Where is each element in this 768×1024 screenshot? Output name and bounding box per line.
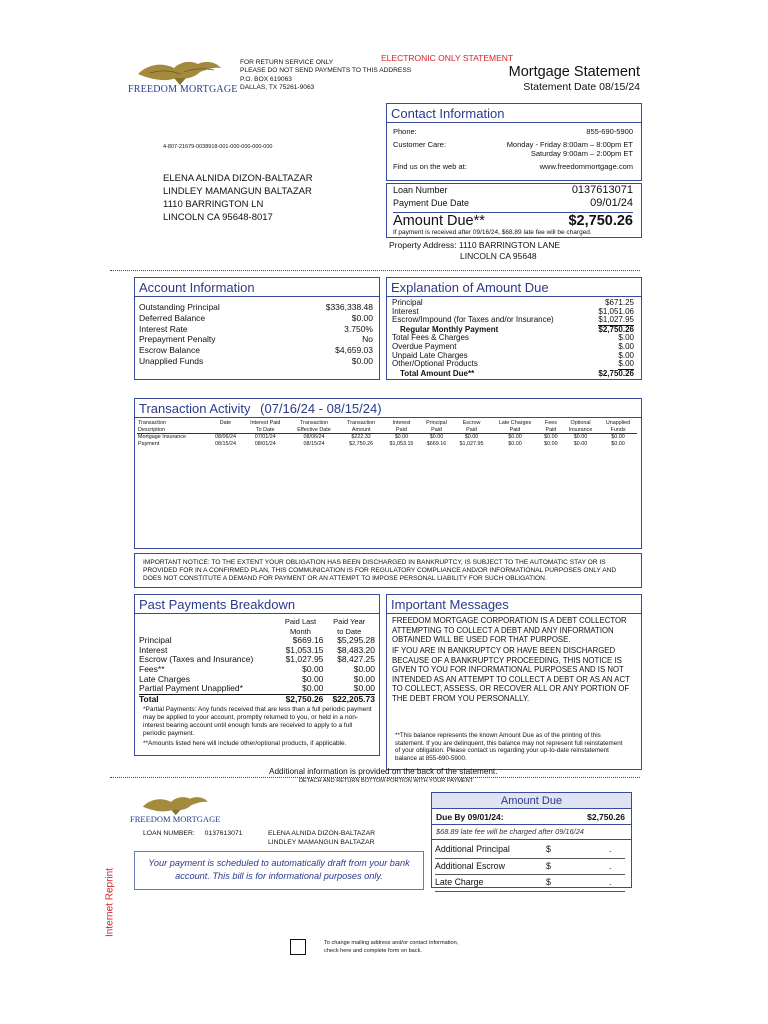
text-value: $336,338.48 — [325, 302, 373, 312]
text-value: Additional Escrow — [435, 860, 505, 871]
text-value: Interest — [139, 644, 168, 655]
text-value: $5,295.28 — [337, 635, 375, 646]
coupon-loan-label: LOAN NUMBER: — [143, 830, 195, 837]
partial-payment-footnote: *Partial Payments: Any funds received that are less than a full periodic payment may be applied to your account, promptly returned to you, or held in a non-interest bearing account until enough funds are received to apply to a full periodic payment. — [143, 706, 372, 737]
eagle-logo-icon — [136, 58, 222, 86]
text-value: . — [609, 844, 612, 854]
text-value: Paid — [509, 426, 521, 433]
transaction-activity-box — [134, 398, 642, 549]
text-value: . — [609, 860, 612, 871]
text-value: $22,205.73 — [332, 693, 375, 704]
text-value: $0.00 — [394, 434, 409, 440]
text-value: Total Amount Due** — [400, 368, 475, 378]
total-row — [139, 694, 375, 704]
text-value: to Date — [337, 626, 362, 636]
past-payments-box — [134, 594, 380, 756]
account-heading: Account Information — [135, 278, 379, 297]
col-header — [420, 420, 453, 434]
text-value: $8,427.25 — [337, 654, 375, 665]
text-value: $.00 — [618, 359, 634, 369]
return-line: FOR RETURN SERVICE ONLY — [240, 59, 334, 66]
col-header — [340, 420, 383, 434]
text-value: $ — [546, 844, 551, 854]
text-value: Mortgage Insurance — [138, 434, 186, 440]
website-link[interactable]: www.freedommortgage.com — [539, 162, 633, 171]
col-header — [137, 420, 209, 434]
recipient-line: LINCOLN CA 95648-8017 — [163, 212, 273, 223]
text-value: $0.00 — [611, 440, 625, 447]
past-payments-heading: Past Payments Breakdown — [135, 595, 379, 614]
contact-information-box — [386, 103, 642, 181]
transaction-table — [137, 420, 637, 447]
property-address — [389, 240, 560, 261]
return-address — [240, 59, 411, 92]
late-fee-note: If payment is received after 09/16/24, $68.89 late fee will be charged. — [393, 229, 592, 236]
account-row — [139, 356, 373, 367]
text-value: Payment — [138, 440, 160, 447]
coupon-late-fee-note: $68.89 late fee will be charged after 09/16/24 — [436, 827, 584, 836]
col-header — [242, 420, 288, 434]
autodraft-notice-box — [134, 851, 424, 890]
text-value: Deferred Balance — [139, 312, 206, 323]
loan-number: 0137613071 — [571, 184, 633, 196]
text-value: 08/06/24 — [214, 434, 236, 440]
text-value: $222.32 — [351, 434, 371, 440]
text-value: $.00 — [618, 333, 634, 343]
additional-escrow-field[interactable] — [435, 859, 625, 876]
messages-heading: Important Messages — [387, 595, 641, 614]
text-value: Interest — [392, 306, 419, 316]
text-value: $0.00 — [429, 434, 444, 440]
col-header — [490, 420, 540, 434]
col-header — [289, 420, 340, 434]
due-date-label: Payment Due Date — [393, 198, 470, 208]
bankruptcy-message: IF YOU ARE IN BANKRUPTCY OR HAVE BEEN DISCHARGED BECAUSE OF A BANKRUPTCY PROCEEDING, THIS NOTICE IS GIVEN TO YOU FOR INFORMATIONAL PURPOSES AND IS NOT INTENDED AS AN ATTEMPT TO COLLECT A DEBT OR AS AN ACT TO COLLECT, ASSESS, OR RECOVER ALL OR ANY PORTION OF THE DEBT FROM YOU PERSONALLY. — [392, 646, 630, 703]
text-value: 08/06/24 — [303, 434, 325, 440]
text-value: $0.00 — [573, 434, 588, 440]
text-value: $2,750.26 — [598, 368, 634, 378]
text-value: $0.00 — [544, 440, 558, 447]
account-row — [139, 313, 373, 324]
detach-instruction: DETACH AND RETURN BOTTOM PORTION WITH YOUR PAYMENT — [299, 778, 474, 784]
text-value: $1,053.15 — [389, 440, 414, 447]
return-line: DALLAS, TX 75261-9063 — [240, 83, 315, 91]
text-value: $1,027.95 — [459, 440, 484, 447]
text-value: $0.00 — [353, 673, 375, 684]
recipient-line: ELENA ALNIDA DIZON-BALTAZAR — [163, 173, 313, 184]
text-value: Month — [290, 626, 311, 636]
table-row — [137, 441, 637, 448]
text-value: Total Fees & Charges — [392, 333, 469, 343]
text-value: $669.16 — [426, 440, 447, 447]
account-row — [139, 334, 373, 345]
account-row — [139, 345, 373, 356]
text-value: $0.00 — [353, 663, 375, 674]
text-value: Late Charges — [139, 673, 191, 684]
text-value: $0.00 — [508, 440, 522, 447]
text-value: Date — [219, 420, 232, 426]
text-value: Transaction — [138, 420, 166, 426]
table-row — [139, 684, 375, 694]
text-value: To Date — [255, 426, 275, 433]
text-value: $ — [546, 860, 551, 871]
text-value: 07/01/24 — [254, 434, 276, 440]
text-value: $.00 — [618, 341, 634, 351]
autodraft-notice: Your payment is scheduled to automatically draft from your bank account. This bill is for informational purposes only. — [148, 858, 410, 881]
text-value: $0.00 — [351, 312, 373, 323]
text-value: $1,027.95 — [285, 654, 324, 665]
text-value: $0.00 — [302, 673, 324, 684]
recipient-line: LINDLEY MAMANGUN BALTAZAR — [163, 186, 312, 197]
bankruptcy-notice-box — [134, 553, 642, 588]
text-value: $8,483.20 — [337, 644, 375, 655]
col-header — [540, 420, 562, 434]
text-value: $0.00 — [573, 440, 588, 447]
text-value: Late Charge — [435, 877, 484, 887]
text-value: $0.00 — [508, 434, 522, 440]
amounts-footnote: **Amounts listed here will include other/optional products, if applicable. — [143, 740, 347, 747]
property-line-1: Property Address: 1110 BARRINGTON LANE — [389, 240, 561, 250]
bankruptcy-notice: IMPORTANT NOTICE: TO THE EXTENT YOUR OBLIGATION HAS BEEN DISCHARGED IN BANKRUPTCY, IS SUBJECT TO THE AUTOMATIC STAY OR IS PROVIDED FOR IN A CONFIRMED PLAN, THIS COMMUNICATION IS FOR REGULATORY COMPLIANCE AND/OR INFORMATIONAL PURPOSES ONLY AND DOES NOT CONSTITUTE A DEMAND FOR PAYMENT OR AN ATTEMPT TO IMPOSE PERSONAL LIABILITY FOR SUCH OBLIGATION. — [143, 559, 617, 583]
text-value: Escrow — [462, 420, 481, 426]
internet-reprint-label: Internet Reprint — [104, 868, 116, 937]
text-value: 3.750% — [344, 323, 373, 334]
text-value: $0.00 — [611, 434, 625, 440]
due-by-amount: $2,750.26 — [587, 812, 625, 822]
text-value: $0.00 — [464, 434, 479, 440]
account-row — [139, 324, 373, 335]
coupon-logo — [128, 794, 238, 826]
transaction-period: (07/16/24 - 08/15/24) — [260, 401, 382, 416]
text-value: No — [362, 334, 373, 345]
due-by-label: Due By 09/01/24: — [436, 812, 504, 822]
text-value: Paid — [466, 426, 477, 433]
text-value: Late Charges — [498, 420, 532, 426]
text-value: $0.00 — [544, 434, 558, 440]
text-value: Escrow Balance — [139, 345, 200, 356]
text-value: 08/15/24 — [303, 440, 325, 447]
col-header — [209, 420, 242, 434]
col-header — [383, 420, 420, 434]
text-value: Amount — [351, 426, 371, 433]
table-row — [139, 655, 375, 665]
amount-due-label: Amount Due** — [393, 213, 485, 229]
web-label: Find us on the web at: — [393, 162, 467, 171]
change-address-checkbox[interactable] — [290, 939, 306, 955]
divider — [110, 270, 640, 271]
care-hours-weekday: Monday - Friday 8:00am – 8:00pm ET — [506, 140, 633, 149]
change-address-note — [324, 939, 458, 955]
text-value: . — [609, 877, 612, 887]
text-value: Paid — [396, 426, 407, 433]
statement-title: Mortgage Statement — [508, 64, 640, 80]
text-value: Outstanding Principal — [139, 302, 220, 312]
text-value: Overdue Payment — [392, 341, 457, 351]
coupon-loan-line — [143, 830, 242, 837]
text-value: Fees** — [139, 663, 165, 674]
text-value: Escrow (Taxes and Insurance) — [139, 654, 254, 665]
late-charge-field[interactable] — [435, 875, 625, 892]
phone-number[interactable]: 855-690-5900 — [586, 127, 633, 136]
coupon-name: LINDLEY MAMANGUN BALTAZAR — [268, 838, 375, 846]
text-value: Funds — [610, 426, 626, 433]
text-value: Paid Last — [284, 617, 317, 626]
debt-collector-message: FREEDOM MORTGAGE CORPORATION IS A DEBT COLLECTOR ATTEMPTING TO COLLECT A DEBT AND ANY INFORMATION OBTAINED WILL BE USED FOR THAT PURPOSE. — [392, 616, 627, 644]
text-value: Unapplied Funds — [139, 355, 204, 366]
text-value: Prepayment Penalty — [139, 334, 216, 345]
text-value: $1,027.95 — [598, 315, 634, 325]
text-value: Partial Payment Unapplied* — [139, 683, 243, 694]
amount-due-value: $2,750.26 — [568, 213, 633, 229]
text-value: Paid — [545, 426, 557, 433]
return-line: P.O. BOX 619063 — [240, 75, 292, 83]
coupon-names — [268, 830, 375, 847]
return-line: PLEASE DO NOT SEND PAYMENTS TO THIS ADDRESS — [240, 67, 412, 75]
loan-number-label: Loan Number — [393, 185, 448, 195]
property-line-2: LINCOLN CA 95648 — [460, 250, 537, 261]
text-value: $0.00 — [302, 683, 324, 694]
logo-wordmark: FREEDOM MORTGAGE — [130, 814, 221, 824]
text-value: $0.00 — [351, 355, 373, 366]
text-value: Interest — [392, 420, 411, 426]
col-header — [599, 420, 637, 434]
due-date: 09/01/24 — [590, 197, 633, 209]
text-value: $2,750.26 — [349, 440, 374, 447]
balance-footnote: **This balance represents the known Amount Due as of the printing of this statement. If you are delinquent, this balance may not represent full reinstatement of your obligation. Please contact us regarding your up-to-date reinstatement balance at 855-690-5900. — [395, 732, 623, 762]
text-value: Escrow/Impound (for Taxes and/or Insurance) — [392, 315, 554, 325]
explanation-total-row — [392, 370, 634, 379]
contact-heading: Contact Information — [387, 104, 641, 123]
col-header — [562, 420, 599, 434]
change-address-line: To change mailing address and/or contact information, — [324, 940, 459, 946]
text-value: $.00 — [618, 350, 634, 360]
transaction-heading — [135, 399, 641, 418]
change-address-line: check here and complete form on back. — [324, 948, 422, 954]
text-value: Transaction — [347, 420, 376, 426]
transaction-title: Transaction Activity — [139, 401, 251, 416]
text-value: $ — [546, 877, 551, 887]
text-value: Total — [139, 693, 159, 704]
text-value: Principal — [426, 420, 447, 426]
statement-date: Statement Date 08/15/24 — [523, 81, 640, 93]
text-value: $2,750.26 — [285, 693, 324, 704]
text-value: Additional Principal — [435, 844, 510, 854]
company-logo — [128, 58, 238, 96]
col-header — [453, 420, 490, 434]
text-value: Effective Date — [297, 426, 331, 433]
text-value: Regular Monthly Payment — [400, 324, 499, 334]
account-row — [139, 302, 373, 313]
text-value: 08/15/24 — [214, 440, 236, 447]
coupon-loan-number: 0137613071 — [204, 830, 243, 837]
account-information-box — [134, 277, 380, 380]
explanation-box — [386, 277, 642, 380]
coupon-name: ELENA ALNIDA DIZON-BALTAZAR — [268, 830, 376, 837]
loan-summary-box — [386, 183, 642, 238]
barcode-number: 4-807-21679-0038918-001-000-000-000-000 — [163, 144, 273, 150]
additional-principal-field[interactable] — [435, 842, 625, 859]
text-value: $2,750.26 — [598, 324, 634, 334]
recipient-line: 1110 BARRINGTON LN — [163, 199, 264, 210]
table-row — [137, 434, 637, 441]
text-value: $0.00 — [302, 663, 324, 674]
text-value: Principal — [392, 298, 423, 307]
eagle-logo-icon — [136, 794, 214, 816]
coupon-amount-due-box — [431, 792, 632, 888]
text-value: Transaction — [300, 420, 329, 426]
electronic-only-label: ELECTRONIC ONLY STATEMENT — [381, 53, 514, 63]
text-value: Unpaid Late Charges — [392, 350, 468, 360]
text-value: $671.25 — [605, 298, 634, 307]
text-value: Paid — [431, 426, 442, 433]
text-value: Principal — [139, 635, 172, 646]
coupon-amount-due-heading: Amount Due — [432, 793, 631, 809]
phone-label: Phone: — [393, 127, 417, 136]
text-value: $1,051.06 — [598, 306, 634, 316]
text-value: Paid Year — [333, 617, 366, 626]
text-value: 08/01/24 — [254, 440, 276, 447]
text-value: Other/Optional Products — [392, 359, 478, 369]
text-value: $669.16 — [292, 635, 324, 646]
logo-wordmark: FREEDOM MORTGAGE — [128, 84, 238, 95]
important-messages-box — [386, 594, 642, 770]
text-value: Description — [138, 426, 165, 433]
text-value: Interest Rate — [139, 323, 188, 334]
text-value: Fees — [544, 420, 557, 426]
customer-care-label: Customer Care: — [393, 140, 446, 149]
explanation-heading: Explanation of Amount Due — [387, 278, 641, 297]
text-value: Insurance — [568, 426, 593, 433]
additional-info-note: Additional information is provided on the back of the statement. — [269, 767, 498, 776]
past-payments-table — [139, 617, 375, 704]
text-value: Optional — [570, 420, 591, 426]
text-value: Interest Paid — [250, 420, 281, 426]
text-value: $1,053.15 — [285, 644, 324, 655]
text-value: $4,659.03 — [335, 345, 373, 356]
care-hours-saturday: Saturday 9:00am – 2:00pm ET — [530, 149, 633, 158]
text-value: Unapplied — [605, 420, 631, 426]
text-value: $0.00 — [353, 683, 375, 694]
recipient-address — [163, 172, 313, 224]
